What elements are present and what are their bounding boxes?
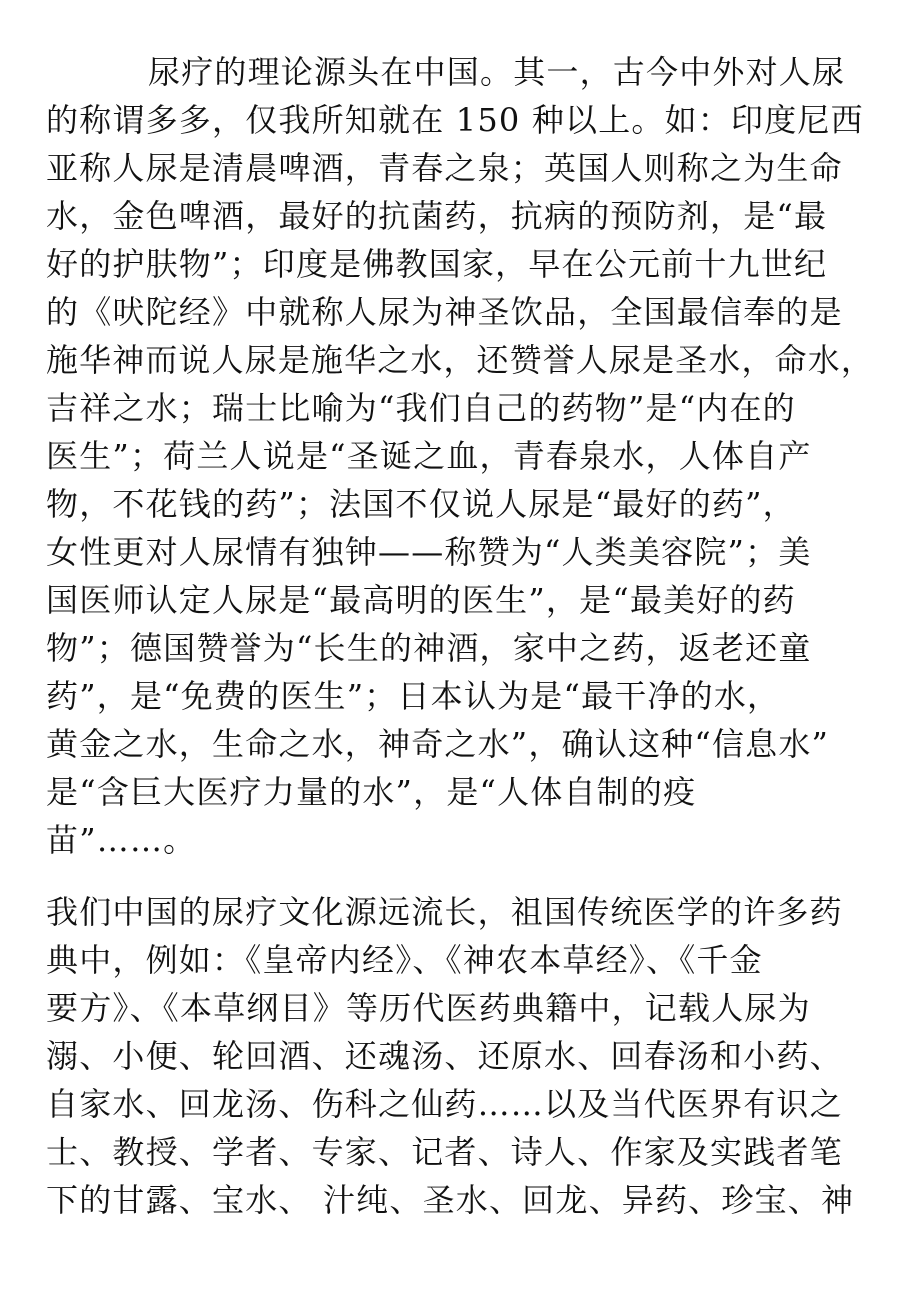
paragraph-2-line-3: 要方》、《本草纲目》等历代医药典籍中，记载人尿为	[46, 989, 811, 1027]
paragraph-1-line-13: 物”；德国赞誉为“长生的神酒，家中之药，返老还童	[46, 629, 812, 667]
paragraph-2-line-4: 溺、小便、轮回酒、还魂汤、还原水、回春汤和小药、	[46, 1037, 843, 1075]
paragraph-1-line-16: 是“含巨大医疗力量的水”，是“人体自制的疫	[46, 773, 697, 811]
paragraph-2-line-5: 自家水、回龙汤、伤科之仙药……以及当代医界有识之	[46, 1085, 843, 1123]
paragraph-1-line-11: 女性更对人尿情有独钟——称赞为“人类美容院”；美	[46, 533, 812, 571]
paragraph-2-line-6: 士、教授、学者、专家、记者、诗人、作家及实践者笔	[46, 1133, 843, 1171]
paragraph-1-line-12: 国医师认定人尿是“最高明的医生”，是“最美好的药	[46, 581, 796, 619]
paragraph-1-line-17: 苗”……。	[46, 821, 197, 859]
paragraph-1-line-9: 医生”；荷兰人说是“圣诞之血，青春泉水，人体自产	[46, 437, 812, 475]
paragraph-1-line-7: 施华神而说人尿是施华之水，还赞誉人尿是圣水，命水，	[46, 341, 875, 379]
paragraph-2-line-7: 下的甘露、宝水、 汁纯、圣水、回龙、异药、珍宝、神	[46, 1181, 855, 1219]
paragraph-1-line-2: 的称谓多多，仅我所知就在 150 种以上。如：印度尼西	[46, 101, 864, 139]
paragraph-1-line-15: 黄金之水，生命之水，神奇之水”，确认这种“信息水”	[46, 725, 830, 763]
paragraph-1-line-10: 物，不花钱的药”；法国不仅说人尿是“最好的药”，	[46, 485, 796, 523]
paragraph-1-line-8: 吉祥之水；瑞士比喻为“我们自己的药物”是“内在的	[46, 389, 796, 427]
paragraph-1-line-4: 水，金色啤酒，最好的抗菌药，抗病的预防剂，是“最	[46, 197, 828, 235]
paragraph-2-line-2: 典中，例如：《皇帝内经》、《神农本草经》、《千金	[46, 941, 763, 979]
paragraph-1-line-6: 的《吠陀经》中就称人尿为神圣饮品，全国最信奉的是	[46, 293, 843, 331]
paragraph-1-line-14: 药”，是“免费的医生”；日本认为是“最干净的水，	[46, 677, 781, 715]
paragraph-1-line-1: 尿疗的理论源头在中国。其一，古今中外对人尿	[148, 53, 846, 91]
paragraph-1-line-5: 好的护肤物”；印度是佛教国家，早在公元前十九世纪	[46, 245, 828, 283]
paragraph-1-line-3: 亚称人尿是清晨啤酒，青春之泉；英国人则称之为生命	[46, 149, 843, 187]
paragraph-2-line-1: 我们中国的尿疗文化源远流长，祖国传统医学的许多药	[46, 893, 843, 931]
